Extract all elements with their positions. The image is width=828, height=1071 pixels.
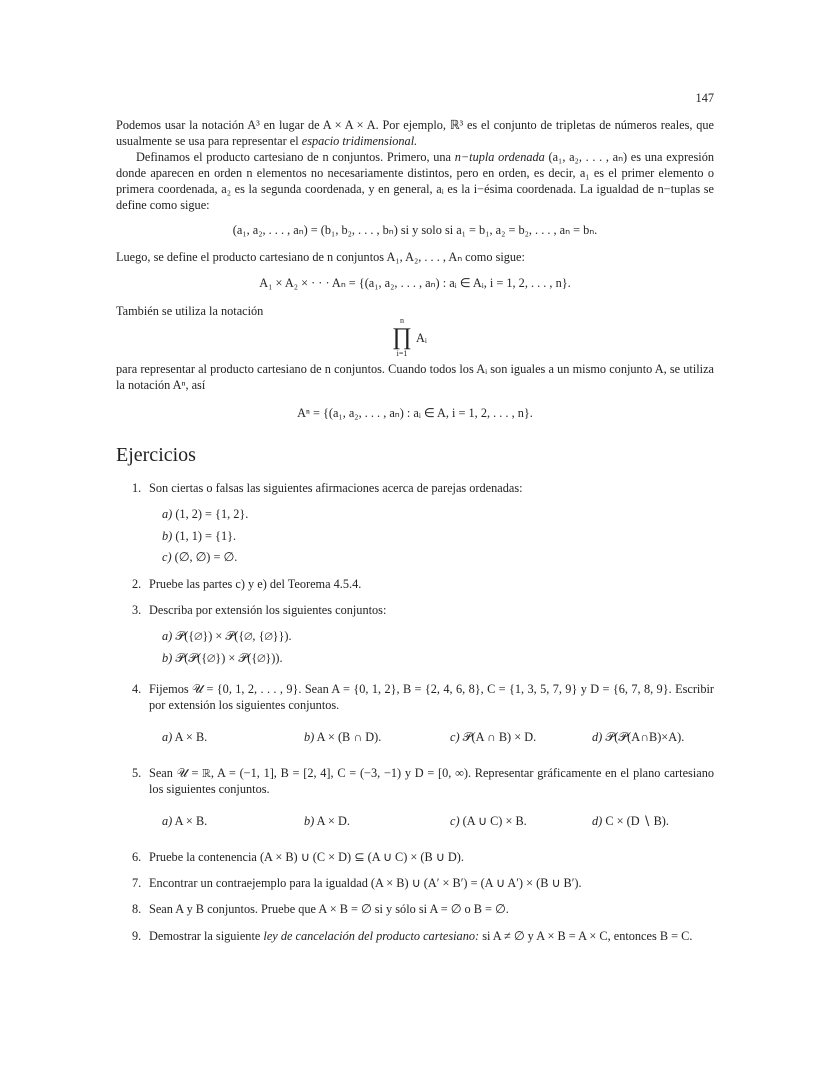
exercise-text: Fijemos 𝒰 = {0, 1, 2, . . . , 9}. Sean A = {0, 1, 2}, B = {2, 4, 6, 8}, C = {1, 3, 5, 7, 9} y D = {6, 7, 8, 9}. Escribir por extensión los siguientes conjuntos. <box>149 682 714 712</box>
product-lower-limit: i=1 <box>396 349 408 358</box>
item-text: C × (D ∖ B). <box>605 814 669 828</box>
exercise-item <box>450 813 527 829</box>
exercise-item <box>162 528 236 544</box>
item-label: a) <box>162 629 173 643</box>
text: Pruebe las partes c) y e) del Teorema <box>149 577 331 591</box>
item-text: 𝒫(A ∩ B) × D. <box>462 730 537 744</box>
exercise-text: Sean A y B conjuntos. Pruebe que A × B = ∅ si y sólo si A = ∅ o B = ∅. <box>149 902 509 916</box>
exercise-item <box>162 729 207 745</box>
item-text: 𝒫({∅}) × 𝒫({∅, {∅}}). <box>175 629 292 643</box>
item-text: A × D. <box>316 814 350 828</box>
text: Podemos usar la notación A³ en lugar de A × A × A. Por ejemplo, ℝ³ es el conjunto de tripletas de números reales, que usualmente se usa para representar el <box>116 118 714 148</box>
item-label: b) <box>162 529 173 543</box>
item-text: (1, 2) = {1, 2}. <box>175 507 249 521</box>
item-label: c) <box>450 814 460 828</box>
exercise-item <box>304 729 381 745</box>
italic-term: ley de cancelación del producto cartesiano: <box>263 929 480 943</box>
exercise-number: 4. <box>132 682 142 696</box>
text: Demostrar la siguiente <box>149 929 261 943</box>
exercise-item <box>450 729 536 745</box>
item-label: d) <box>592 730 603 744</box>
text: (a₁, a₂, . . . , aₙ) es una expresión donde aparecen en orden n elementos no necesariamente distintos, pero en orden, es decir, a₁ es el primer elemento o primera coordenada, a₂ es la segunda coordenada, y en general, aᵢ es la i−ésima coordenada. La igualdad de n−tuplas se define como sigue: <box>116 150 714 212</box>
paragraph-power: para representar al producto cartesiano de n conjuntos. Cuando todos los Aᵢ son iguales a un mismo conjunto A, se utiliza la notación Aⁿ, así <box>116 362 714 392</box>
item-label: a) <box>162 730 173 744</box>
exercise-number: 6. <box>132 850 142 864</box>
item-label: b) <box>304 814 315 828</box>
item-label: b) <box>304 730 315 744</box>
item-label: b) <box>162 651 173 665</box>
section-heading: Ejercicios <box>116 444 196 466</box>
item-label: a) <box>162 507 173 521</box>
item-text: (A ∪ C) × B. <box>462 814 527 828</box>
product-body: Aᵢ <box>416 331 427 345</box>
exercise-text: Sean 𝒰 = ℝ, A = (−1, 1], B = [2, 4], C = (−3, −1) y D = [0, ∞). Representar gráficamente en el plano cartesiano los siguientes conjuntos. <box>149 766 714 796</box>
product-notation <box>392 316 412 358</box>
italic-term: espacio tridimensional. <box>301 134 418 148</box>
theorem-link[interactable]: 4.5.4 <box>333 577 359 591</box>
exercise-item <box>162 549 237 565</box>
exercise-number: 5. <box>132 766 142 780</box>
item-label: c) <box>450 730 460 744</box>
exercise-text: Encontrar un contraejemplo para la igualdad (A × B) ∪ (A′ × B′) = (A ∪ A′) × (B ∪ B′). <box>149 876 582 890</box>
product-symbol: ∏ <box>392 324 412 350</box>
paragraph-ntuple <box>116 149 714 213</box>
exercise-number: 7. <box>132 876 142 890</box>
item-text: A × (B ∩ D). <box>316 730 382 744</box>
item-text: A × B. <box>174 814 208 828</box>
text: . <box>358 577 362 591</box>
item-text: 𝒫(𝒫({∅}) × 𝒫({∅})). <box>175 651 283 665</box>
item-label: c) <box>162 550 172 564</box>
exercise-item <box>304 813 350 829</box>
equation-cartesian-product: A₁ × A₂ × · · · Aₙ = {(a₁, a₂, . . . , aₙ) : aᵢ ∈ Aᵢ, i = 1, 2, . . . , n}. <box>259 276 571 290</box>
exercise-item <box>162 628 292 644</box>
item-text: A × B. <box>174 730 208 744</box>
paragraph-notation <box>116 117 714 149</box>
exercise-text: Describa por extensión los siguientes conjuntos: <box>149 603 387 617</box>
item-text: (∅, ∅) = ∅. <box>174 550 238 564</box>
italic-term: n−tupla ordenada <box>454 150 545 164</box>
exercise-text <box>149 576 714 592</box>
text: si A ≠ ∅ y A × B = A × C, entonces B = C. <box>482 929 693 943</box>
exercise-text: Son ciertas o falsas las siguientes afirmaciones acerca de parejas ordenadas: <box>149 481 523 495</box>
exercise-item <box>592 813 669 829</box>
equation-power: Aⁿ = {(a₁, a₂, . . . , aₙ) : aᵢ ∈ A, i = 1, 2, . . . , n}. <box>297 406 533 420</box>
item-label: a) <box>162 814 173 828</box>
exercise-number: 1. <box>132 481 142 495</box>
exercise-text <box>149 928 714 944</box>
equation-tuple-equality: (a₁, a₂, . . . , aₙ) = (b₁, b₂, . . . , bₙ) si y solo si a₁ = b₁, a₂ = b₂, . . . , aₙ = bₙ. <box>232 223 598 237</box>
exercise-item <box>162 813 207 829</box>
item-text: 𝒫(𝒫(A∩B)×A). <box>605 730 685 744</box>
page-number: 147 <box>695 91 714 105</box>
exercise-number: 2. <box>132 577 142 591</box>
exercise-item <box>162 506 248 522</box>
item-text: (1, 1) = {1}. <box>175 529 237 543</box>
product-upper-limit: n <box>400 316 404 325</box>
text: Definamos el producto cartesiano de n conjuntos. Primero, una <box>136 150 451 164</box>
exercise-number: 9. <box>132 929 142 943</box>
exercise-text: Pruebe la contenencia (A × B) ∪ (C × D) ⊆ (A ∪ C) × (B ∪ D). <box>149 850 464 864</box>
exercise-item <box>162 650 283 666</box>
exercise-item <box>592 729 684 745</box>
exercise-number: 3. <box>132 603 142 617</box>
exercise-number: 8. <box>132 902 142 916</box>
paragraph-notation-product: También se utiliza la notación <box>116 304 264 318</box>
item-label: d) <box>592 814 603 828</box>
paragraph-definition: Luego, se define el producto cartesiano de n conjuntos A₁, A₂, . . . , Aₙ como sigue: <box>116 250 525 264</box>
